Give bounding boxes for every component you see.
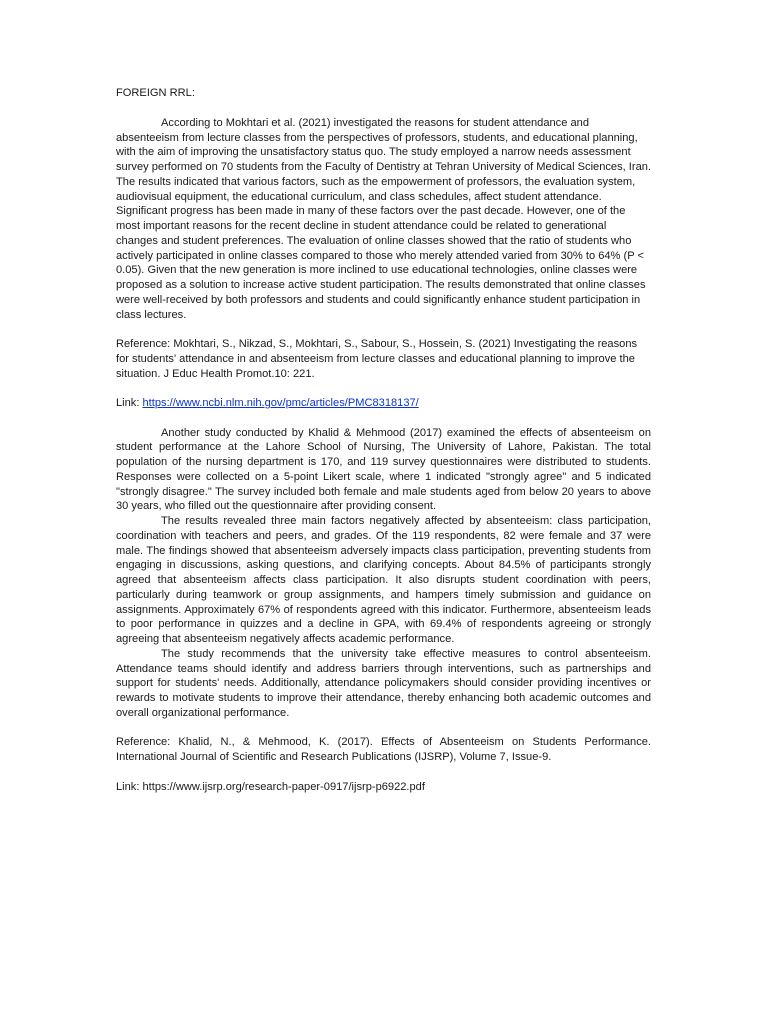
study2-paragraph-3: The study recommends that the university take effective measures to control absenteeism. Attendance teams should identify and address barriers through interventions, such as partnerships and support for students' needs. Additionally, attendance policymakers should consider providing incentives or rewards to motivate students to improve their attendance, thereby enhancing both academic outcomes and overall organizational performance.	[116, 647, 651, 719]
study1-hyperlink[interactable]: https://www.ncbi.nlm.nih.gov/pmc/articles/PMC8318137/	[142, 397, 419, 409]
study1-reference: Reference: Mokhtari, S., Nikzad, S., Mokhtari, S., Sabour, S., Hossein, S. (2021) Investigating the reasons for students' attendance in and absenteeism from lecture classes and educational planning to improve the situation. J Educ Health Promot.10: 221.	[116, 338, 638, 380]
study2-paragraph-1: Another study conducted by Khalid & Mehmood (2017) examined the effects of absenteeism on student performance at the Lahore School of Nursing, The University of Lahore, Pakistan. The total population of the nursing department is 170, and 119 survey questionnaires were distributed to students. Responses were collected on a 5-point Likert scale, where 1 indicated "strongly agree" and 5 indicated "strongly disagree." The survey included both female and male students aged from below 20 years to above 30 years, who filled out the questionnaire after providing consent.	[116, 426, 651, 513]
study2-paragraph-2: The results revealed three main factors negatively affected by absenteeism: class participation, coordination with teachers and peers, and grades. Of the 119 respondents, 82 were female and 37 were male. The findings showed that absenteeism adversely impacts class participation, preventing students from engaging in discussions, asking questions, and clarifying concepts. About 84.5% of participants strongly agreed that absenteeism affects class participation. It also disrupts student coordination with peers, particularly during teamwork or group assignments, and hampers timely submission and guidance on assignments. Approximately 67% of respondents agreed with this indicator. Furthermore, absenteeism leads to poor performance in quizzes and a decline in GPA, with 69.4% of respondents agreeing or strongly agreeing that absenteeism negatively affects academic performance.	[116, 515, 651, 645]
study1-link-line	[116, 396, 651, 411]
section-heading: FOREIGN RRL:	[116, 87, 195, 99]
study1-summary-paragraph: According to Mokhtari et al. (2021) investigated the reasons for student attendance and absenteeism from lecture classes from the perspectives of professors, students, and educational planning, with the aim of improving the unsatisfactory status quo. The study employed a narrow needs assessment survey performed on 70 students from the Faculty of Dentistry at Tehran University of Medical Sciences, Iran. The results indicated that various factors, such as the empowerment of professors, the evaluation system, audiovisual equipment, the educational curriculum, and class schedules, affect student attendance. Significant progress has been made in many of these factors over the past decade. However, one of the most important reasons for the recent decline in student attendance could be related to generational changes and student preferences. The evaluation of online classes showed that the ratio of students who actively participated in online classes compared to those who merely attended varied from 30% to 64% (P < 0.05). Given that the new generation is more inclined to use educational technologies, online classes were proposed as a solution to increase active student participation. The results demonstrated that online classes were well-received by both professors and students and could significantly enhance student participation in class lectures.	[116, 116, 651, 321]
study2-link-line: Link: https://www.ijsrp.org/research-paper-0917/ijsrp-p6922.pdf	[116, 780, 425, 793]
study1-link-label: Link:	[116, 397, 143, 409]
document-page	[116, 86, 651, 794]
study2-reference: Reference: Khalid, N., & Mehmood, K. (2017). Effects of Absenteeism on Students Performance. International Journal of Scientific and Research Publications (IJSRP), Volume 7, Issue-9.	[116, 736, 651, 763]
